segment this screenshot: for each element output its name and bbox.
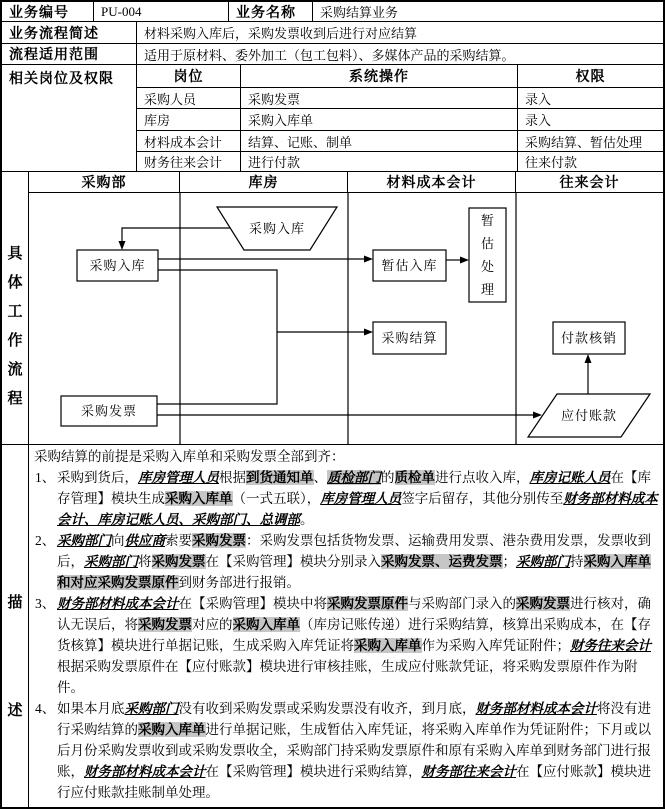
svg-text:处: 处	[480, 259, 495, 274]
roles-col-permission: 权限	[518, 65, 663, 88]
svg-text:采购发票: 采购发票	[80, 403, 138, 419]
svg-text:暂估入库: 暂估入库	[381, 258, 438, 273]
warehouse-inbound-node	[217, 207, 337, 250]
flowchart-canvas	[29, 193, 663, 445]
item-text: 采购到货后，库房管理人员根据到货通知单、质检部门的质检单进行点收入库，库房记账人员在【库存管理】模块生成采购入库单（一式五联），库房管理人员签字后留存，其他分别传至财务部材料成本会计、库房记账人员、采购部门、总调部。	[57, 470, 658, 527]
description-item	[34, 467, 658, 530]
svg-text:采购结算: 采购结算	[381, 330, 438, 346]
svg-text:估: 估	[480, 236, 495, 251]
purchase-inbound-node	[77, 250, 158, 281]
roles-col-position: 岗位	[137, 65, 241, 88]
item-text: 如果本月底采购部门没有收到采购发票或采购发票没有收齐，到月底，财务部材料成本会计将没有进行采购结算的采购入库单进行单据记账，生成暂估入库凭证，将采购入库单作为凭证附件；下月或以后月份采购发票收到或采购发票收全，采购部门持采购发票原件和原有采购入库单到财务部门进行报账，财务部材料成本会计在【采购管理】模块进行采购结算，财务部往来会计在【应付账款】模块进行应付账款挂账制单处理。	[57, 701, 651, 800]
roles-label: 相关岗位及权限	[2, 65, 137, 172]
description-item	[34, 698, 658, 803]
roles-row-operation: 进行付款	[241, 152, 518, 172]
roles-row-operation: 采购发票	[241, 88, 518, 109]
summary-value: 材料采购入库后，采购发票收到后进行对应结算	[137, 22, 663, 44]
roles-row-permission: 往来付款	[518, 152, 663, 172]
scope-value: 适用于原材料、委外加工（包工包料）、多媒体产品的采购结算。	[137, 44, 663, 65]
payment-writeoff-node	[553, 322, 625, 354]
lane-header-purchasing: 采购部	[29, 172, 180, 193]
roles-col-operation: 系统操作	[241, 65, 518, 88]
purchase-settlement-node	[373, 322, 446, 354]
svg-text:暂: 暂	[480, 213, 495, 228]
flowchart	[29, 193, 663, 445]
description-intro: 采购结算的前提是采购入库单和采购发票全部到齐：	[34, 449, 345, 464]
estimate-processing-node	[469, 208, 506, 302]
svg-text:采购入库: 采购入库	[89, 258, 146, 273]
item-number: 1、	[35, 470, 56, 485]
item-text: 财务部材料成本会计在【采购管理】模块中将采购发票原件与采购部门录入的采购发票进行核对，确认无误后，将采购发票对应的采购入库单（库房记账传递）进行采购结算，核算出采购成本，在【存货核算】模块进行单据记账，生成采购入库凭证将采购入库单作为采购入库凭证附件；财务往来会计根据采购发票原件在【应付账款】模块进行审核挂账，生成应付账款凭证，将采购发票原件作为附件。	[57, 596, 651, 695]
roles-row-position: 采购人员	[137, 88, 241, 109]
business-name-value: 采购结算业务	[313, 2, 663, 22]
scope-label: 流程适用范围	[2, 44, 137, 65]
item-number: 2、	[35, 533, 56, 548]
business-no-label: 业务编号	[2, 2, 94, 22]
roles-row-permission: 录入	[518, 88, 663, 109]
description-item	[34, 530, 658, 593]
business-no-value: PU-004	[94, 2, 229, 22]
estimate-inbound-node	[373, 250, 446, 281]
description-item	[34, 593, 658, 698]
roles-row-position: 材料成本会计	[137, 131, 241, 152]
summary-label: 业务流程简述	[2, 22, 137, 44]
svg-text:应付账款: 应付账款	[560, 408, 618, 423]
lane-header-current-accounts-accountant: 往来会计	[516, 172, 663, 193]
roles-row-operation: 采购入库单	[241, 109, 518, 131]
item-text: 采购部门向供应商索要采购发票：采购发票包括货物发票、运输费用发票、港杂费用发票，发票收到后，采购部门将采购发票在【采购管理】模块分别录入采购发票、运费发票；采购部门持采购入库单和对应采购发票原件到财务部进行报销。	[57, 533, 651, 590]
lane-header-material-cost-accountant: 材料成本会计	[348, 172, 516, 193]
description-body	[29, 445, 663, 807]
item-number: 3、	[35, 596, 56, 611]
flow-side-label: 具体工作流程	[2, 172, 29, 445]
flow-connectors	[119, 228, 592, 419]
svg-text:理: 理	[480, 282, 495, 297]
svg-text:付款核销: 付款核销	[560, 330, 618, 346]
item-number: 4、	[35, 701, 56, 716]
svg-text:采购入库: 采购入库	[248, 221, 306, 236]
roles-row-permission: 采购结算、暂估处理	[518, 131, 663, 152]
roles-row-position: 库房	[137, 109, 241, 131]
purchase-invoice-node	[61, 396, 157, 426]
business-name-label: 业务名称	[229, 2, 313, 22]
accounts-payable-node	[528, 394, 650, 437]
lane-dividers	[180, 193, 516, 445]
roles-row-operation: 结算、记账、制单	[241, 131, 518, 152]
lane-header-warehouse: 库房	[180, 172, 348, 193]
roles-row-permission: 录入	[518, 109, 663, 131]
description-side-label: 描述	[2, 445, 29, 807]
roles-row-position: 财务往来会计	[137, 152, 241, 172]
